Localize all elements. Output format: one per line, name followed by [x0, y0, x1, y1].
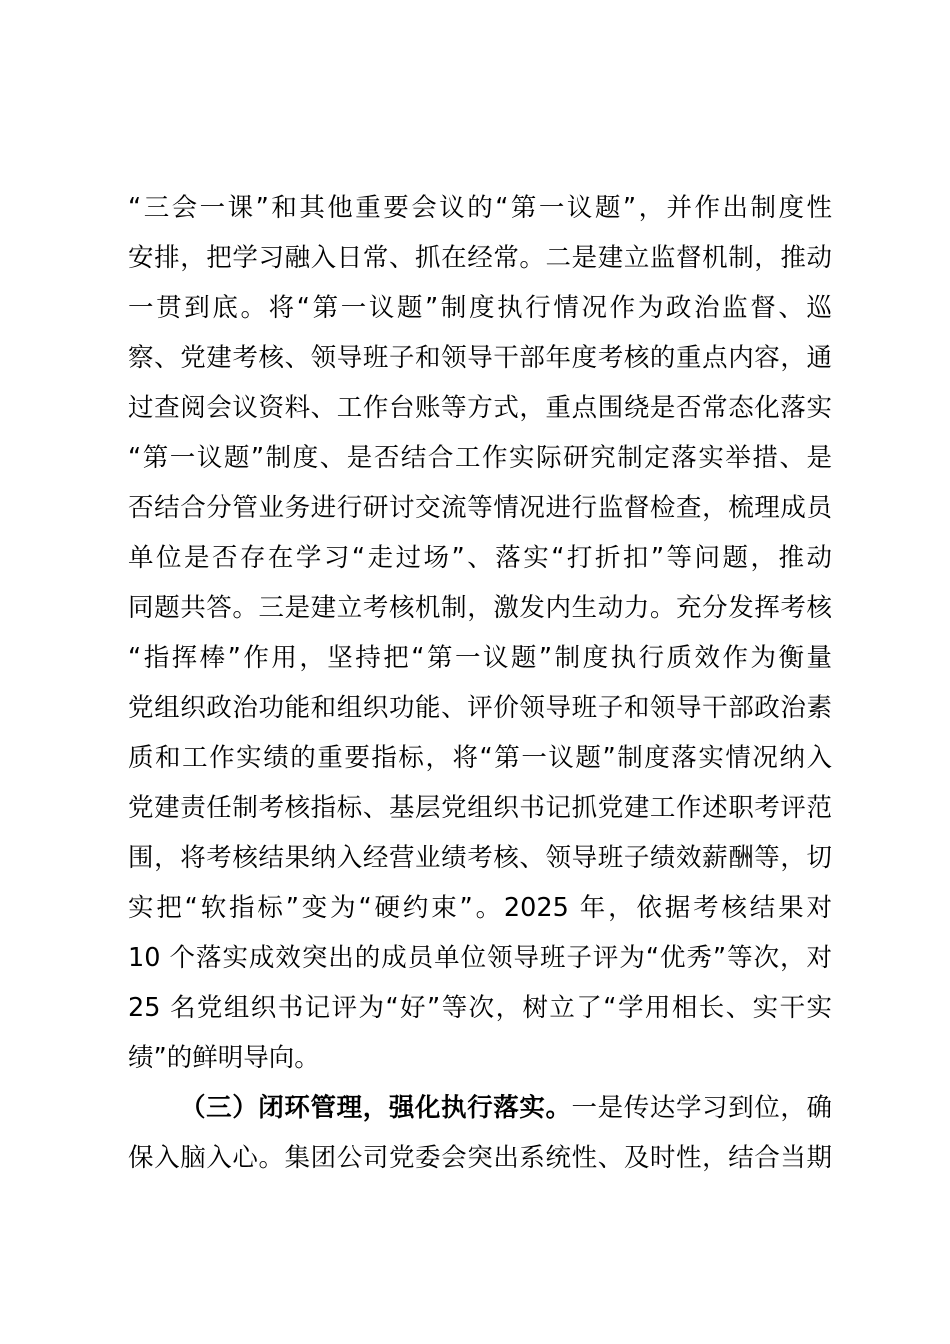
- text-line: 实把“软指标”变为“硬约束”。2025 年，依据考核结果对: [128, 893, 832, 923]
- paragraph-closed-loop-management: [128, 1083, 832, 1183]
- text-line: “指挥棒”作用，坚持把“第一议题”制度执行质效作为衡量: [128, 643, 832, 673]
- heading-followup-text: 一是传达学习到位，确: [571, 1093, 832, 1123]
- text-line: 同题共答。三是建立考核机制，激发内生动力。充分发挥考核: [128, 593, 832, 623]
- paragraph-supervision-assessment: [128, 183, 832, 1083]
- section-heading: （三）闭环管理，强化执行落实。: [180, 1093, 572, 1123]
- text-line: 25 名党组织书记评为“好”等次，树立了“学用相长、实干实: [128, 993, 832, 1023]
- text-line: “三会一课”和其他重要会议的“第一议题”，并作出制度性: [128, 193, 832, 223]
- text-line: 绩”的鲜明导向。: [128, 1043, 320, 1073]
- text-line: 安排，把学习融入日常、抓在经常。二是建立监督机制，推动: [128, 243, 832, 273]
- text-line: [128, 1083, 832, 1133]
- text-line: 一贯到底。将“第一议题”制度执行情况作为政治监督、巡: [128, 293, 832, 323]
- text-line: 党组织政治功能和组织功能、评价领导班子和领导干部政治素: [128, 693, 832, 723]
- text-line: 单位是否存在学习“走过场”、落实“打折扣”等问题，推动: [128, 543, 832, 573]
- text-line: 围，将考核结果纳入经营业绩考核、领导班子绩效薪酬等，切: [128, 843, 832, 873]
- text-line: 10 个落实成效突出的成员单位领导班子评为“优秀”等次，对: [128, 943, 832, 973]
- document-page: [128, 183, 832, 1183]
- text-line: 党建责任制考核指标、基层党组织书记抓党建工作述职考评范: [128, 793, 832, 823]
- text-line: 保入脑入心。集团公司党委会突出系统性、及时性，结合当期: [128, 1143, 832, 1173]
- text-line: 过查阅会议资料、工作台账等方式，重点围绕是否常态化落实: [128, 393, 832, 423]
- text-line: 否结合分管业务进行研讨交流等情况进行监督检查，梳理成员: [128, 493, 832, 523]
- text-line: 察、党建考核、领导班子和领导干部年度考核的重点内容，通: [128, 343, 832, 373]
- text-line: 质和工作实绩的重要指标，将“第一议题”制度落实情况纳入: [128, 743, 832, 773]
- text-line: “第一议题”制度、是否结合工作实际研究制定落实举措、是: [128, 443, 832, 473]
